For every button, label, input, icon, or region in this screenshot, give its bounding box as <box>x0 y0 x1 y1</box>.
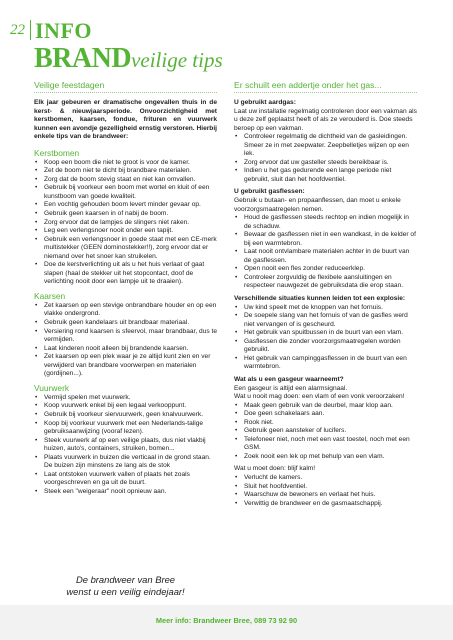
list-item: • Doe de kerstverlichting uit als u het huis verlaat of gaat slapen (haal de stekker uit het stopcontact, doof de verlichting nooit door een lampje uit te draaien). <box>34 261 217 287</box>
kerst-list <box>34 159 217 287</box>
list-item: • Maak geen gebruik van de deurbel, maar klop aan. <box>234 402 417 411</box>
situaties-list <box>234 304 417 372</box>
list-item: • Telefoneer niet, noch met een vast toestel, noch met een GSM. <box>234 436 417 453</box>
list-item: • Gasflessen die zonder voorzorgsmaatregelen worden gebruikt. <box>234 338 417 355</box>
left-heading: Veilige feestdagen <box>34 80 217 93</box>
header-divider <box>30 20 31 40</box>
list-item: • Koop vuurwerk enkel bij een legaal verkooppunt. <box>34 402 217 411</box>
list-item: • Laat nooit ontvlambare materialen achter in de buurt van de gasflessen. <box>234 248 417 265</box>
kerst-heading: Kerstbomen <box>34 147 80 158</box>
waarneemt-heading: Wat als u een gasgeur waarneemt? <box>234 375 344 383</box>
footer-bar <box>0 605 453 640</box>
list-item: • Zet de boom niet te dicht bij brandbare materialen. <box>34 167 217 176</box>
list-item: • Zet kaarsen op een stevige onbrandbare houder en op een vlakke ondergrond. <box>34 302 217 319</box>
list-item: • Zoek nooit een lek op met behulp van een vlam. <box>234 453 417 462</box>
list-item: • Het gebruik van campinggasflessen in de buurt van een warmtebron. <box>234 355 417 372</box>
left-intro: Elk jaar gebeuren er dramatische ongevallen thuis in de kerst- & nieuwjaarsperiode. Onvoorzichtigheid met kerstbomen, kaarsen, fondue, frituren en vuurwerk kunnen een avondje gezelligheid ernstig verstoren. Hierbij enkele tips van de brandweer: <box>34 99 217 141</box>
slogan <box>34 574 217 598</box>
list-item: • Gebruik bij voorkeur een boom met wortel en kluit of een kunstboom van goede kwaliteit. <box>34 184 217 201</box>
list-item: • Houd de gasflessen steeds rechtop en indien mogelijk in de schaduw. <box>234 214 417 231</box>
list-item: • Rook niet. <box>234 419 417 428</box>
list-item: • Open nooit een fles zonder reduceerklep. <box>234 265 417 274</box>
list-item: • Laat kinderen nooit alleen bij brandende kaarsen. <box>34 345 217 354</box>
aardgas-list <box>234 133 417 184</box>
gasflessen-text: Gebruik u butaan- en propaanflessen, dan moet u enkele voorzorgsmaatregelen nemen. <box>234 197 401 213</box>
nooit-list <box>234 402 417 462</box>
slogan-line-2: wenst u een veilig eindejaar! <box>66 586 185 597</box>
list-item: • Steek een "weigeraar" nooit opnieuw aan. <box>34 488 217 497</box>
list-item: • Laat ontstoken vuurwerk vallen of plaats het zoals voorgeschreven en ga uit de buurt. <box>34 471 217 488</box>
list-item: • Gebruik een verlengsnoer in goede staat met een CE-merk multistekker (GEEN dominostekker!!), zorg ervoor dat er niemand over het snoer kan struikelen. <box>34 236 217 262</box>
list-item: • Zorg ervoor dat de lampjes de slingers niet raken. <box>34 219 217 228</box>
list-item: • Steek vuurwerk af op een veilige plaats, dus niet vlakbij huizen, auto's, containers, struiken, bomen... <box>34 437 217 454</box>
list-item: • Gebruik geen kaarsen in of nabij de boom. <box>34 210 217 219</box>
page-title <box>34 43 223 75</box>
gasflessen-list <box>234 214 417 291</box>
list-item: • Zorg dat de boom stevig staat en niet kan omvallen. <box>34 176 217 185</box>
vuurwerk-heading: Vuurwerk <box>34 382 70 393</box>
list-item: • Controleer zorgvuldig de flexibele aansluitingen en respecteer nauwgezet de gebruiksdata die erop staan. <box>234 274 417 291</box>
list-item: • Verlucht de kamers. <box>234 474 417 483</box>
list-item: • Koop een boom die niet te groot is voor de kamer. <box>34 159 217 168</box>
situaties-heading: Verschillende situaties kunnen leiden tot een explosie: <box>234 295 406 303</box>
list-item: • Indien u het gas gedurende een lange periode niet gebruikt, sluit dan het hoofdventiel. <box>234 167 417 184</box>
list-item: • Waarschuw de bewoners en verlaat het huis. <box>234 491 417 500</box>
waarneemt-text-1: Een gasgeur is altijd een alarmsignaal. <box>234 384 348 392</box>
list-item: • Bewaar de gasflessen niet in een wandkast, in de kelder of bij een warmtebron. <box>234 231 417 248</box>
list-item: • Versiering rond kaarsen is sfeervol, maar brandbaar, dus te vermijden. <box>34 328 217 345</box>
list-item: • Sluit het hoofdventiel. <box>234 483 417 492</box>
aardgas-text: Laat uw installatie regelmatig controleren door een vakman als u deze zelf geplaatst heeft of als ze verouderd is. Doe steeds beroep op een vakman. <box>234 107 417 132</box>
list-item: • Plaats vuurwerk in buizen die verticaal in de grond staan. De buizen zijn minstens ze lang als de stok <box>34 454 217 471</box>
vuurwerk-list <box>34 394 217 497</box>
right-heading: Er schuilt een addertje onder het gas... <box>234 80 417 93</box>
list-item: • Gebruik geen kandelaars uit brandbaar materiaal. <box>34 319 217 328</box>
list-item: • Gebruik bij voorkeur siervuurwerk, geen knalvuurwerk. <box>34 411 217 420</box>
left-column <box>34 80 217 500</box>
waarneemt-text-3: Wat u moet doen: blijf kalm! <box>234 465 316 473</box>
list-item: • Doe geen schakelaars aan. <box>234 410 417 419</box>
list-item: • Het gebruik van spuitbussen in de buurt van een vlam. <box>234 329 417 338</box>
kaarsen-heading: Kaarsen <box>34 290 66 301</box>
list-item: • Gebruik geen aansteker of lucifers. <box>234 427 417 436</box>
list-item: • Controleer regelmatig de dichtheid van de gasleidingen. Smeer ze in met zeepwater. Zeepbelletjes wijzen op een lek. <box>234 133 417 159</box>
title-bold: BRAND <box>34 43 132 74</box>
list-item: • Leg een verlengsnoer nooit onder een tapijt. <box>34 227 217 236</box>
list-item: • Zet kaarsen op een plek waar je ze altijd kunt zien en ver verwijderd van brandbare voorwerpen en materialen (gordijnen...). <box>34 353 217 379</box>
list-item: • Vermijd spelen met vuurwerk. <box>34 394 217 403</box>
title-italic: veilige tips <box>131 48 223 72</box>
section-label: INFO <box>35 18 92 43</box>
list-item: • Uw kind speelt met de knoppen van het fornuis. <box>234 304 417 313</box>
waarneemt-text-2: Wat u nooit mag doen: een vlam of een vonk veroorzaken! <box>234 393 405 401</box>
list-item: • Een vochtig gehouden boom levert minder gevaar op. <box>34 201 217 210</box>
gasflessen-heading: U gebruikt gasflessen: <box>234 188 305 196</box>
footer-contact: Meer info: Brandweer Bree, 089 73 92 90 <box>155 616 298 625</box>
page-number: 22 <box>10 22 25 38</box>
list-item: • Verwittig de brandweer en de gasmaatschappij. <box>234 500 417 509</box>
right-column <box>234 80 417 512</box>
aardgas-heading: U gebruikt aardgas: <box>234 99 296 106</box>
list-item: • Zorg ervoor dat uw gasteller steeds bereikbaar is. <box>234 159 417 168</box>
list-item: • Koop bij voorkeur vuurwerk met een Nederlands-talige gebruiksaanwijzing (vooraf lezen). <box>34 420 217 437</box>
moet-list <box>234 474 417 508</box>
kaarsen-list <box>34 302 217 379</box>
list-item: • De soepele slang van het fornuis of van de gasfles werd niet vervangen of is gescheurd. <box>234 312 417 329</box>
slogan-line-1: De brandweer van Bree <box>75 574 175 585</box>
